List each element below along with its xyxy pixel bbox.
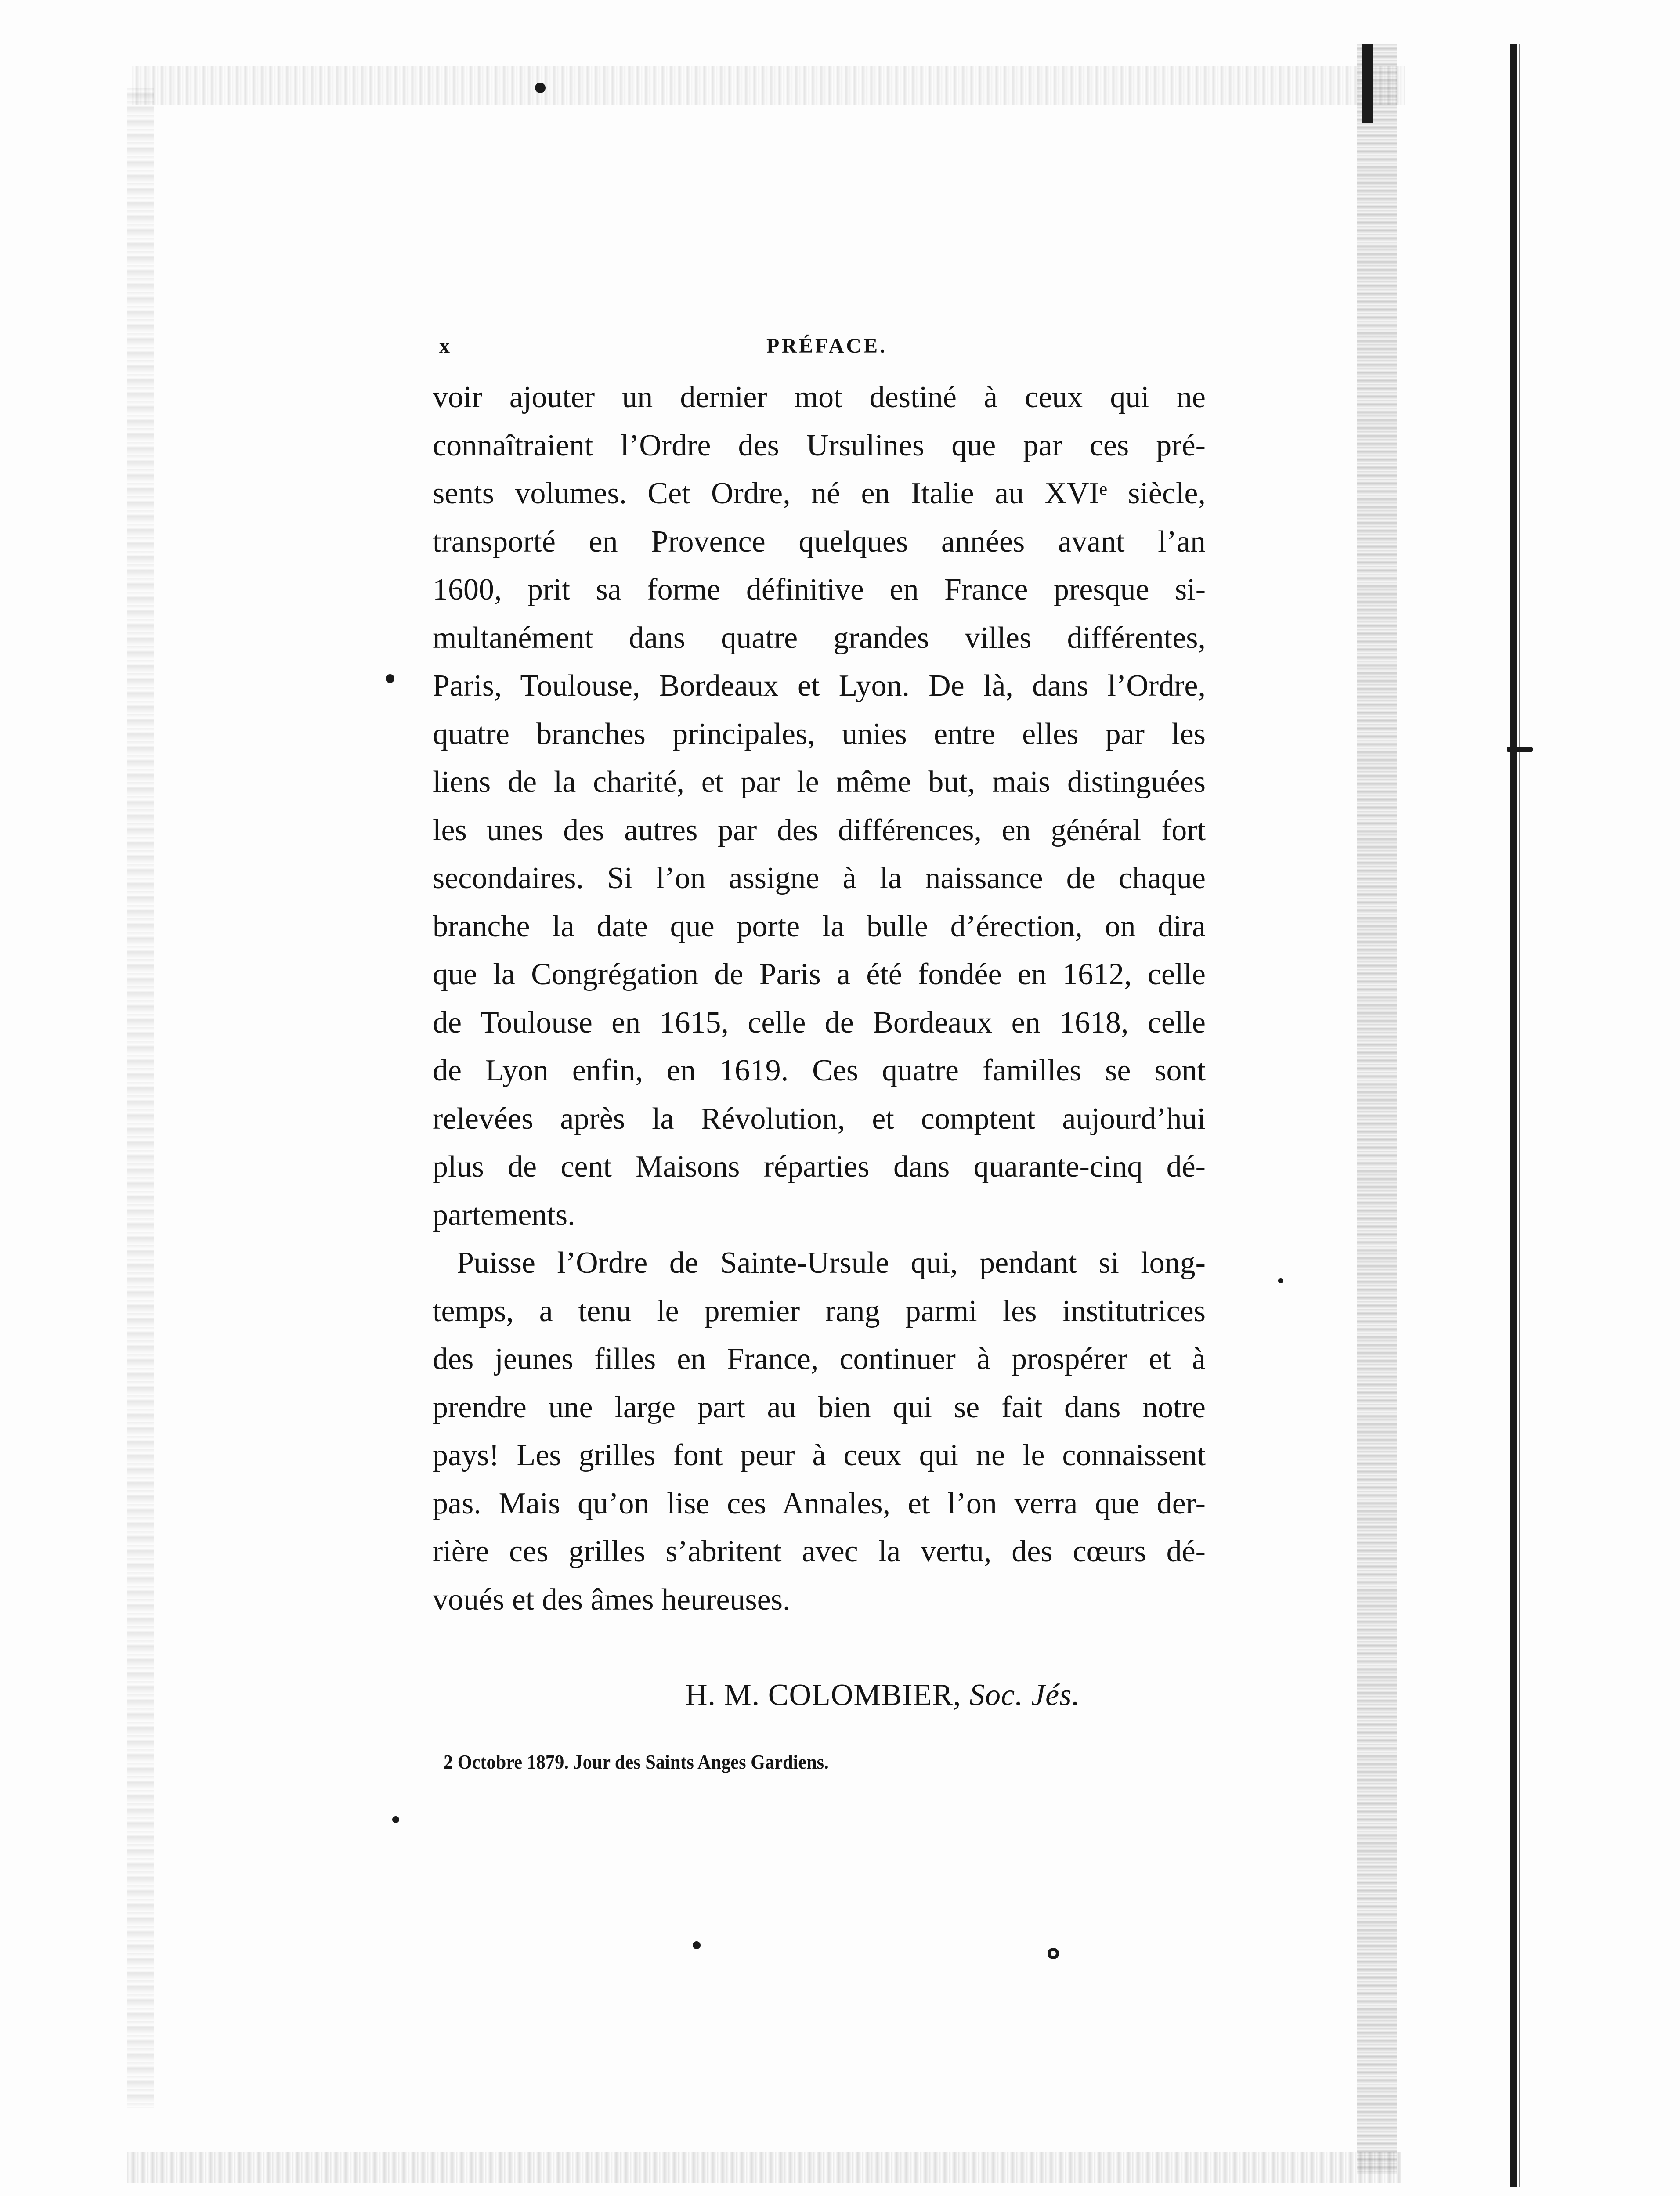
scan-edge-left [127,88,154,2108]
binding-gutter-line [1510,44,1517,2187]
text-line: les unes des autres par des différences, en général fort [433,813,1206,847]
binding-gutter-line-thin [1519,44,1520,2187]
text-line: branche la date que porte la bulle d’érection, on dira [433,909,1206,943]
preface-text [433,373,1206,1624]
text-line: Paris, Toulouse, Bordeaux et Lyon. De là, dans l’Ordre, [433,669,1206,703]
text-line: pays! Les grilles font peur à ceux qui ne le connaissent [433,1438,1206,1472]
signature-society: Soc. Jés. [969,1678,1080,1712]
scan-speck [1278,1278,1283,1283]
text-line: de Toulouse en 1615, celle de Bordeaux en 1618, celle [433,1005,1206,1040]
text-line: transporté en Provence quelques années avant l’an [433,524,1206,559]
text-line: liens de la charité, et par le même but, mais distinguées [433,765,1206,799]
scan-speck [535,83,546,93]
text-line: sents volumes. Cet Ordre, né en Italie au XVIᵉ siècle, [433,477,1206,510]
text-line: plus de cent Maisons réparties dans quarante-cinq dé- [433,1150,1206,1184]
text-line: rière ces grilles s’abritent avec la vertu, des cœurs dé- [433,1535,1206,1568]
scan-speck [392,1816,399,1823]
paragraph-first-line: Puisse l’Ordre de Sainte-Ursule qui, pendant si long- [457,1246,1206,1280]
running-head-title: PRÉFACE. [766,334,888,358]
text-line: voués et des âmes heureuses. [433,1582,791,1617]
text-line: des jeunes filles en France, continuer à prospérer et à [433,1342,1206,1376]
scan-speck [693,1941,701,1949]
text-line: prendre une large part au bien qui se fait dans notre [433,1390,1206,1424]
text-line: de Lyon enfin, en 1619. Ces quatre familles se sont [433,1054,1206,1087]
text-line: relevées après la Révolution, et comptent aujourd’hui [433,1102,1206,1136]
dateline: 2 Octobre 1879. Jour des Saints Anges Gardiens. [444,1751,829,1773]
text-line: secondaires. Si l’on assigne à la naissance de chaque [433,861,1206,895]
scan-speck [1507,747,1533,752]
text-line: multanément dans quatre grandes villes différentes, [433,621,1206,655]
scan-edge-bottom [127,2152,1401,2183]
scan-edge-right [1357,44,1397,2174]
text-line: que la Congrégation de Paris a été fondée en 1612, celle [433,957,1206,991]
scan-speck [1048,1948,1059,1959]
scan-edge-right-mark [1362,44,1373,123]
text-line: connaîtraient l’Ordre des Ursulines que par ces pré- [433,428,1206,462]
signature-name: H. M. COLOMBIER, [685,1678,961,1712]
text-line: partements. [433,1198,575,1232]
signature [685,1678,1080,1713]
text-line: quatre branches principales, unies entre elles par les [433,717,1206,751]
text-line: voir ajouter un dernier mot destiné à ceux qui ne [433,380,1206,414]
scan-edge-top [132,66,1405,105]
scan-speck [386,674,394,683]
text-line: 1600, prit sa forme définitive en France presque si- [433,573,1206,607]
text-line: temps, a tenu le premier rang parmi les institutrices [433,1294,1206,1328]
text-line: pas. Mais qu’on lise ces Annales, et l’on verra que der- [433,1486,1206,1521]
page-number: x [439,334,451,358]
running-head [439,334,1203,369]
